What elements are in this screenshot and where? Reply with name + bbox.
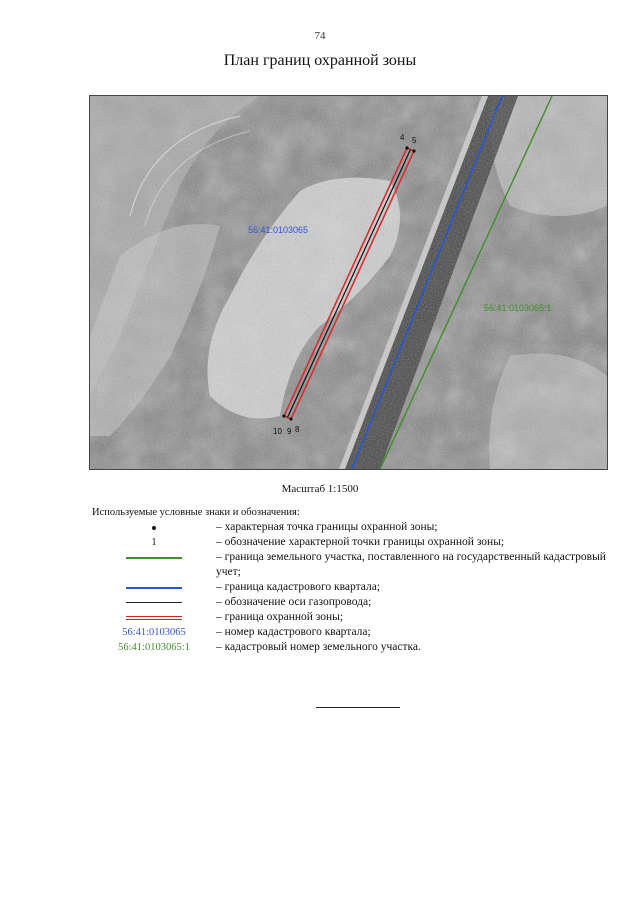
quarter-number-symbol: 56:41:0103065 bbox=[122, 627, 186, 638]
legend-text: – граница охранной зоны; bbox=[216, 611, 344, 623]
legend-item-quarter-number bbox=[92, 625, 612, 640]
map-canvas bbox=[90, 96, 607, 469]
point-label-4: 4 bbox=[400, 133, 405, 142]
end-divider bbox=[316, 707, 400, 708]
legend-item-gas-axis bbox=[92, 595, 612, 610]
parcel-line-symbol bbox=[126, 557, 182, 559]
legend-text: – обозначение оси газопровода; bbox=[216, 596, 372, 608]
legend-text: – номер кадастрового квартала; bbox=[216, 626, 371, 638]
legend bbox=[92, 520, 612, 655]
parcel-number-label: 56:41:0103065:1 bbox=[484, 303, 552, 313]
point-label-10: 10 bbox=[273, 427, 282, 436]
boundary-point bbox=[405, 146, 408, 149]
page-number: 74 bbox=[314, 30, 326, 42]
legend-item-boundary-point bbox=[92, 520, 612, 535]
legend-text: – граница кадастрового квартала; bbox=[216, 581, 381, 593]
legend-item-protected-zone bbox=[92, 610, 612, 625]
legend-heading: Используемые условные знаки и обозначения: bbox=[92, 507, 300, 518]
photo-grain bbox=[90, 96, 607, 469]
point-label-5: 5 bbox=[412, 136, 417, 145]
legend-text: – обозначение характерной точки границы охранной зоны; bbox=[216, 536, 505, 548]
map-scale: Масштаб 1:1500 bbox=[281, 483, 359, 495]
map-image bbox=[89, 95, 608, 470]
point-label-8: 8 bbox=[295, 425, 300, 434]
boundary-point bbox=[289, 417, 292, 420]
point-number-symbol: 1 bbox=[151, 537, 157, 548]
point-marker-icon bbox=[152, 526, 156, 530]
protected-zone-line-symbol bbox=[126, 616, 182, 620]
boundary-point bbox=[412, 149, 415, 152]
legend-item-point-number bbox=[92, 535, 612, 550]
boundary-point bbox=[282, 414, 285, 417]
legend-item-quarter-boundary bbox=[92, 580, 612, 595]
quarter-line-symbol bbox=[126, 587, 182, 589]
legend-item-parcel-boundary bbox=[92, 550, 612, 580]
page-title: План границ охранной зоны bbox=[223, 52, 417, 69]
quarter-number-label: 56:41:0103065 bbox=[248, 225, 309, 235]
legend-item-parcel-number bbox=[92, 640, 612, 655]
legend-text: – характерная точка границы охранной зоны; bbox=[216, 521, 438, 533]
point-label-9: 9 bbox=[287, 427, 292, 436]
gas-axis-line-symbol bbox=[126, 602, 182, 603]
legend-text: – кадастровый номер земельного участка. bbox=[216, 641, 421, 653]
parcel-number-symbol: 56:41:0103065:1 bbox=[118, 642, 190, 653]
legend-text: – граница земельного участка, поставленного на государственный кадастровый учет; bbox=[216, 551, 606, 578]
